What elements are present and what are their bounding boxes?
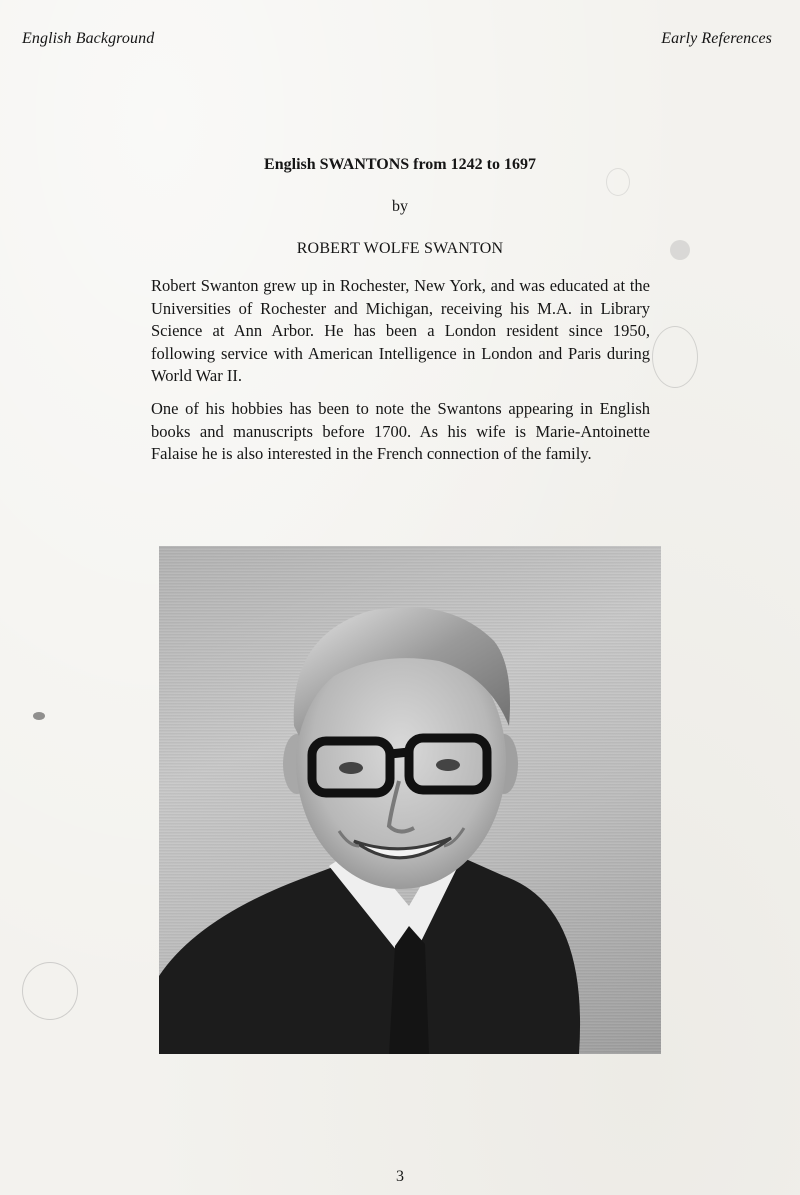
- paper-stain: [652, 326, 698, 388]
- paper-stain: [33, 712, 45, 720]
- page-number: 3: [396, 1168, 404, 1185]
- running-header-left: English Background: [22, 30, 155, 47]
- byline: by: [392, 198, 408, 215]
- author-portrait-photo: [159, 546, 661, 1054]
- author-name: ROBERT WOLFE SWANTON: [296, 240, 504, 257]
- article-title: English SWANTONS from 1242 to 1697: [264, 156, 536, 173]
- bio-paragraph-1: Robert Swanton grew up in Rochester, New York, and was educated at the Universities of Rochester and Michigan, receiving his M.A. in Library Science at Ann Arbor. He has been a London resident since 1950, following service with American Intelligence in London and Paris during World War II.: [151, 276, 650, 385]
- bio-paragraph-2: One of his hobbies has been to note the Swantons appearing in English books and manuscripts before 1700. As his wife is Marie-Antoinette Falaise he is also interested in the French connection of the family.: [151, 399, 650, 463]
- running-header-right: Early References: [661, 30, 772, 47]
- paper-stain: [22, 962, 78, 1020]
